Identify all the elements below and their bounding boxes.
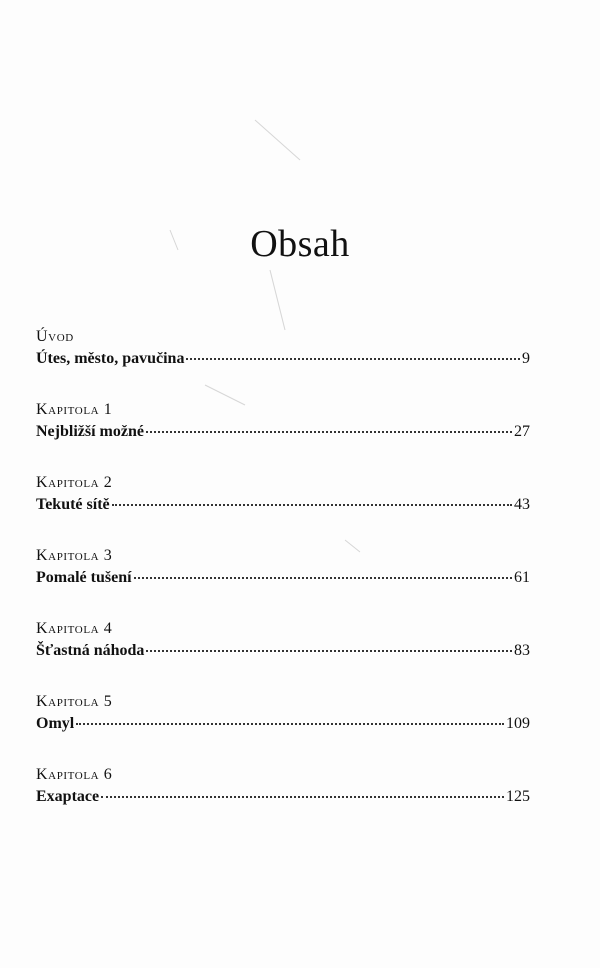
- chapter-title: Šťastná náhoda: [36, 642, 145, 659]
- section-label: Kapitola 4: [36, 620, 113, 637]
- toc-entry-chapter-1: [36, 400, 530, 473]
- section-label: Kapitola 3: [36, 547, 113, 564]
- page-number: 125: [506, 788, 530, 805]
- chapter-title: Nejbližší možné: [36, 423, 144, 440]
- toc-entry-chapter-2: [36, 473, 530, 546]
- page-title: Obsah: [250, 223, 350, 265]
- dot-leader: [146, 430, 512, 433]
- section-label: Kapitola 1: [36, 401, 113, 418]
- toc-line: [36, 787, 530, 807]
- toc-line: [36, 714, 530, 734]
- table-of-contents: [36, 327, 530, 838]
- toc-entry-chapter-5: [36, 692, 530, 765]
- chapter-title: Tekuté sítě: [36, 496, 110, 513]
- chapter-title: Omyl: [36, 715, 75, 732]
- page-number: 43: [514, 496, 530, 513]
- section-label: Kapitola 5: [36, 693, 113, 710]
- toc-line: [36, 349, 530, 369]
- page-number: 109: [506, 715, 530, 732]
- section-label: Kapitola 2: [36, 474, 113, 491]
- toc-line: [36, 495, 530, 515]
- dot-leader: [134, 576, 512, 579]
- section-label: Kapitola 6: [36, 766, 113, 783]
- page-number: 9: [522, 350, 530, 367]
- page-number: 27: [514, 423, 530, 440]
- chapter-title: Útes, město, pavučina: [36, 350, 185, 367]
- toc-entry-chapter-6: [36, 765, 530, 838]
- dot-leader: [101, 795, 504, 798]
- chapter-title: Pomalé tušení: [36, 569, 132, 586]
- toc-entry-intro: [36, 327, 530, 400]
- toc-entry-chapter-3: [36, 546, 530, 619]
- dot-leader: [76, 722, 504, 725]
- dot-leader: [112, 503, 512, 506]
- dot-leader: [186, 357, 520, 360]
- section-label: Úvod: [36, 328, 74, 345]
- page-number: 61: [514, 569, 530, 586]
- toc-entry-chapter-4: [36, 619, 530, 692]
- toc-line: [36, 641, 530, 661]
- toc-line: [36, 422, 530, 442]
- dot-leader: [146, 649, 512, 652]
- chapter-title: Exaptace: [36, 788, 100, 805]
- page-number: 83: [514, 642, 530, 659]
- toc-line: [36, 568, 530, 588]
